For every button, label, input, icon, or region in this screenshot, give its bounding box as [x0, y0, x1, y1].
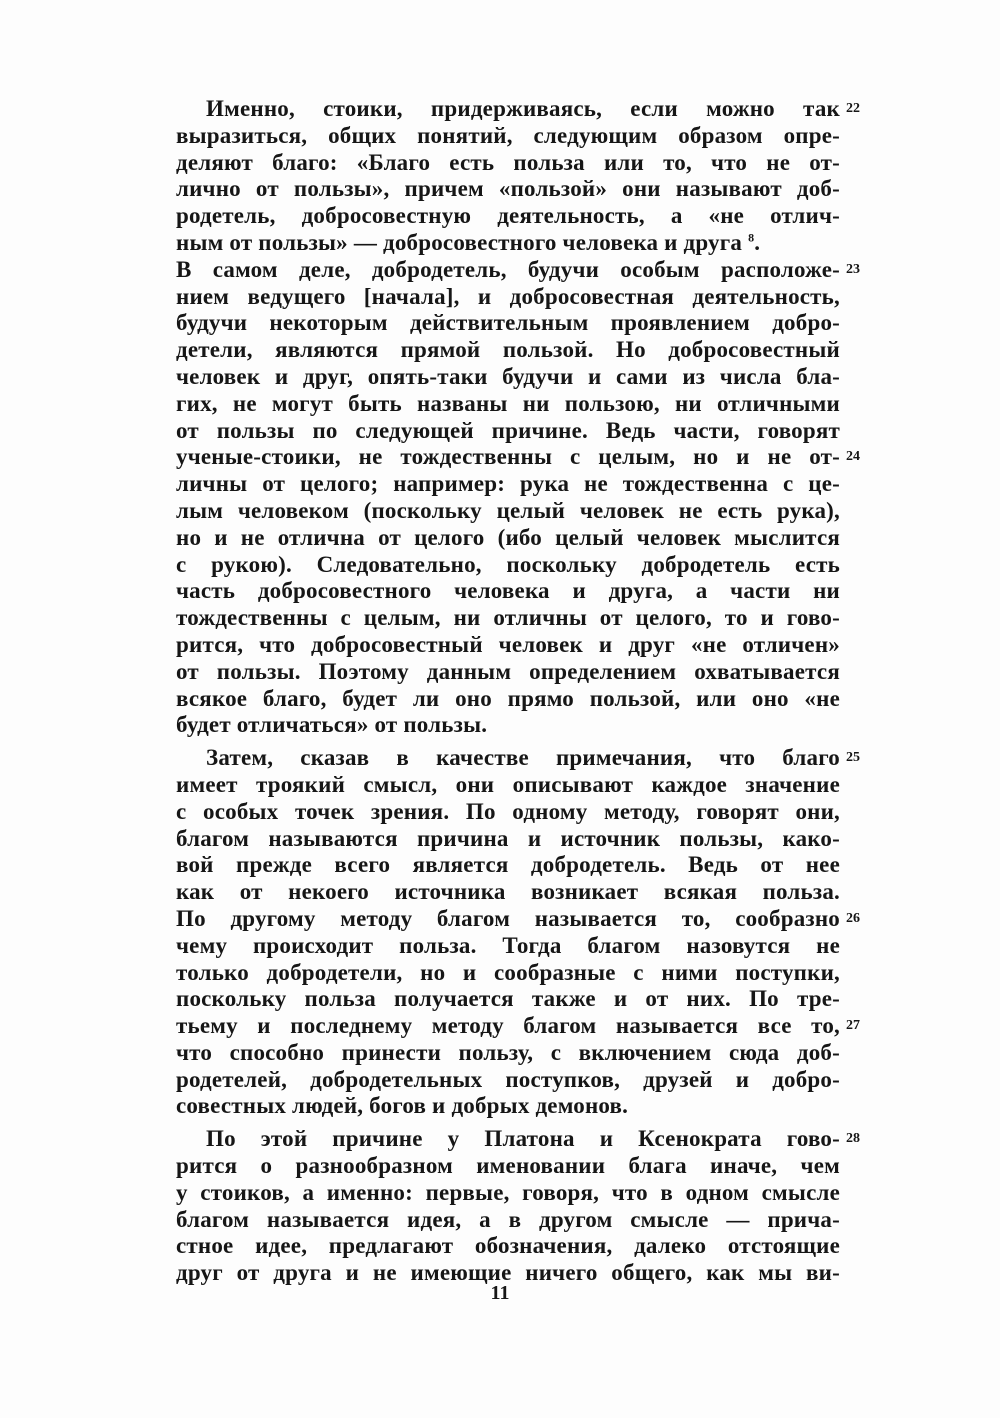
page-number: 11 — [490, 1282, 510, 1304]
text-line — [176, 444, 860, 471]
line-text: родетелей, добродетельных поступков, друзей и добро- — [176, 1066, 840, 1092]
line-text: тьему и последнему методу благом называется все то, — [176, 1013, 840, 1039]
text-line — [176, 1207, 840, 1234]
line-text: с особых точек зрения. По одному методу, говорят они, — [176, 798, 840, 824]
text-line — [176, 879, 840, 906]
text-line — [176, 552, 840, 579]
margin-section-number: 26 — [846, 910, 860, 926]
text-line — [176, 826, 840, 853]
line-text: только добродетели, но и сообразные с ними поступки, — [176, 959, 840, 985]
line-text: человек и друг, опять-таки будучи и сами из числа бла- — [176, 363, 840, 389]
footnote-ref[interactable]: 8 — [748, 230, 755, 245]
line-text: тождественны с целым, ни отличны от целого, то и гово- — [176, 605, 840, 631]
text-line — [176, 471, 840, 498]
line-text: стное идее, предлагают обозначения, далеко отстоящие — [176, 1233, 840, 1259]
text-line — [176, 337, 840, 364]
line-text: личны от целого; например: рука не тождественна с це- — [176, 471, 840, 497]
text-line — [176, 498, 840, 525]
line-text: будучи некоторым действительным проявлением добро- — [176, 310, 840, 336]
line-text: от пользы. Поэтому данным определением охватывается — [176, 658, 840, 684]
text-line — [176, 905, 860, 933]
line-text: ученые-стоики, не тождественны с целым, но и не от- — [176, 444, 840, 470]
line-text: детели, являются прямой пользой. Но добросовестный — [176, 337, 840, 363]
line-text: вой прежде всего является добродетель. Ведь от нее — [176, 852, 840, 878]
text-line — [176, 659, 840, 686]
line-text: но и не отлична от целого (ибо целый человек мыслится — [176, 524, 840, 550]
text-line — [176, 284, 840, 311]
text-line — [176, 418, 840, 445]
margin-section-number: 22 — [846, 101, 860, 116]
text-line — [176, 1180, 840, 1207]
line-text: В самом деле, добродетель, будучи особым расположе- — [176, 256, 840, 282]
text-line — [176, 123, 840, 150]
line-text: выразиться, общих понятий, следующим образом опре- — [176, 122, 840, 148]
margin-section-number: 23 — [846, 261, 860, 277]
line-text: с рукою). Следовательно, поскольку добродетель есть — [176, 551, 840, 577]
text-line — [176, 745, 860, 772]
line-text: поскольку польза получается также и от них. По тре- — [176, 986, 840, 1012]
line-text: что способно принести пользу, с включением сюда доб- — [176, 1039, 840, 1065]
line-text: нием ведущего [начала], и добросовестная деятельность, — [176, 283, 840, 309]
text-line — [176, 310, 840, 337]
line-text: друг от друга и не имеющие ничего общего, как мы ви- — [176, 1260, 840, 1286]
text-line — [176, 150, 840, 177]
line-text: лично от пользы», причем «пользой» они называют доб- — [176, 176, 840, 202]
line-text: По этой причине у Платона и Ксенократа гово- — [206, 1126, 840, 1152]
text-line — [176, 256, 860, 284]
text-line — [176, 960, 840, 987]
line-text: чему происходит польза. Тогда благом назовутся не — [176, 932, 840, 958]
line-text: ным от пользы» — добросовестного человека и друга — [176, 229, 743, 255]
line-text: рится, что добросовестный человек и друг «не отличен» — [176, 631, 840, 657]
text-line — [176, 391, 840, 418]
text-line — [176, 852, 840, 879]
text-line — [176, 605, 840, 632]
margin-section-number: 28 — [846, 1131, 860, 1147]
text-line — [176, 1067, 840, 1094]
line-text: имеет троякий смысл, они описывают каждое значение — [176, 771, 840, 797]
line-text: гих, не могут быть названы ни пользою, ни отличными — [176, 390, 840, 416]
line-text: благом называются причина и источник пользы, како- — [176, 825, 840, 851]
line-text: будет отличаться» от пользы. — [176, 712, 488, 738]
line-text: лым человеком (поскольку целый человек не есть рука), — [176, 497, 840, 523]
line-text: рится о разнообразном именовании блага иначе, чем — [176, 1153, 840, 1179]
text-line — [176, 1093, 840, 1120]
text-line — [176, 578, 840, 605]
text-line — [176, 1126, 860, 1153]
text-line — [176, 772, 840, 799]
line-text: от пользы по следующей причине. Ведь части, говорят — [176, 417, 840, 443]
text-line — [176, 203, 840, 230]
line-text: По другому методу благом называется то, сообразно — [176, 905, 840, 931]
line-text: часть добросовестного человека и друга, а части ни — [176, 578, 840, 604]
line-text: как от некоего источника возникает всякая польза. — [176, 879, 840, 905]
line-text: у стоиков, а именно: первые, говоря, что в одном смысле — [176, 1179, 840, 1205]
line-text: всякое благо, будет ли оно прямо пользой, или оно «не — [176, 685, 840, 711]
text-line — [176, 1233, 840, 1260]
margin-section-number: 25 — [846, 750, 860, 766]
line-text: деляют благо: «Благо есть польза или то, что не от- — [176, 149, 840, 175]
line-text: совестных людей, богов и добрых демонов. — [176, 1093, 629, 1119]
text-line — [176, 176, 840, 203]
line-text: Именно, стоики, придерживаясь, если можно так — [206, 96, 840, 121]
text-line — [176, 96, 860, 123]
text-line — [176, 686, 840, 713]
text-line — [176, 986, 840, 1013]
line-text: благом называется идея, а в другом смысле — прича- — [176, 1206, 840, 1232]
text-line — [176, 525, 840, 552]
text-line — [176, 712, 840, 739]
text-line — [176, 1040, 840, 1067]
margin-section-number: 27 — [846, 1018, 860, 1034]
text-line: ным от пользы» — добросовестного человека и друга $^8$. — [176, 229, 761, 255]
text-line — [176, 632, 840, 659]
line-text: родетель, добросовестную деятельность, а «не отлич- — [176, 203, 840, 229]
text-line — [176, 1013, 860, 1040]
text-line — [176, 1153, 840, 1180]
margin-section-number: 24 — [846, 449, 860, 465]
line-text: Затем, сказав в качестве примечания, что благо — [206, 745, 840, 771]
text-column — [176, 96, 860, 1287]
text-line — [176, 799, 840, 826]
text-line — [176, 933, 840, 960]
text-line — [176, 364, 840, 391]
